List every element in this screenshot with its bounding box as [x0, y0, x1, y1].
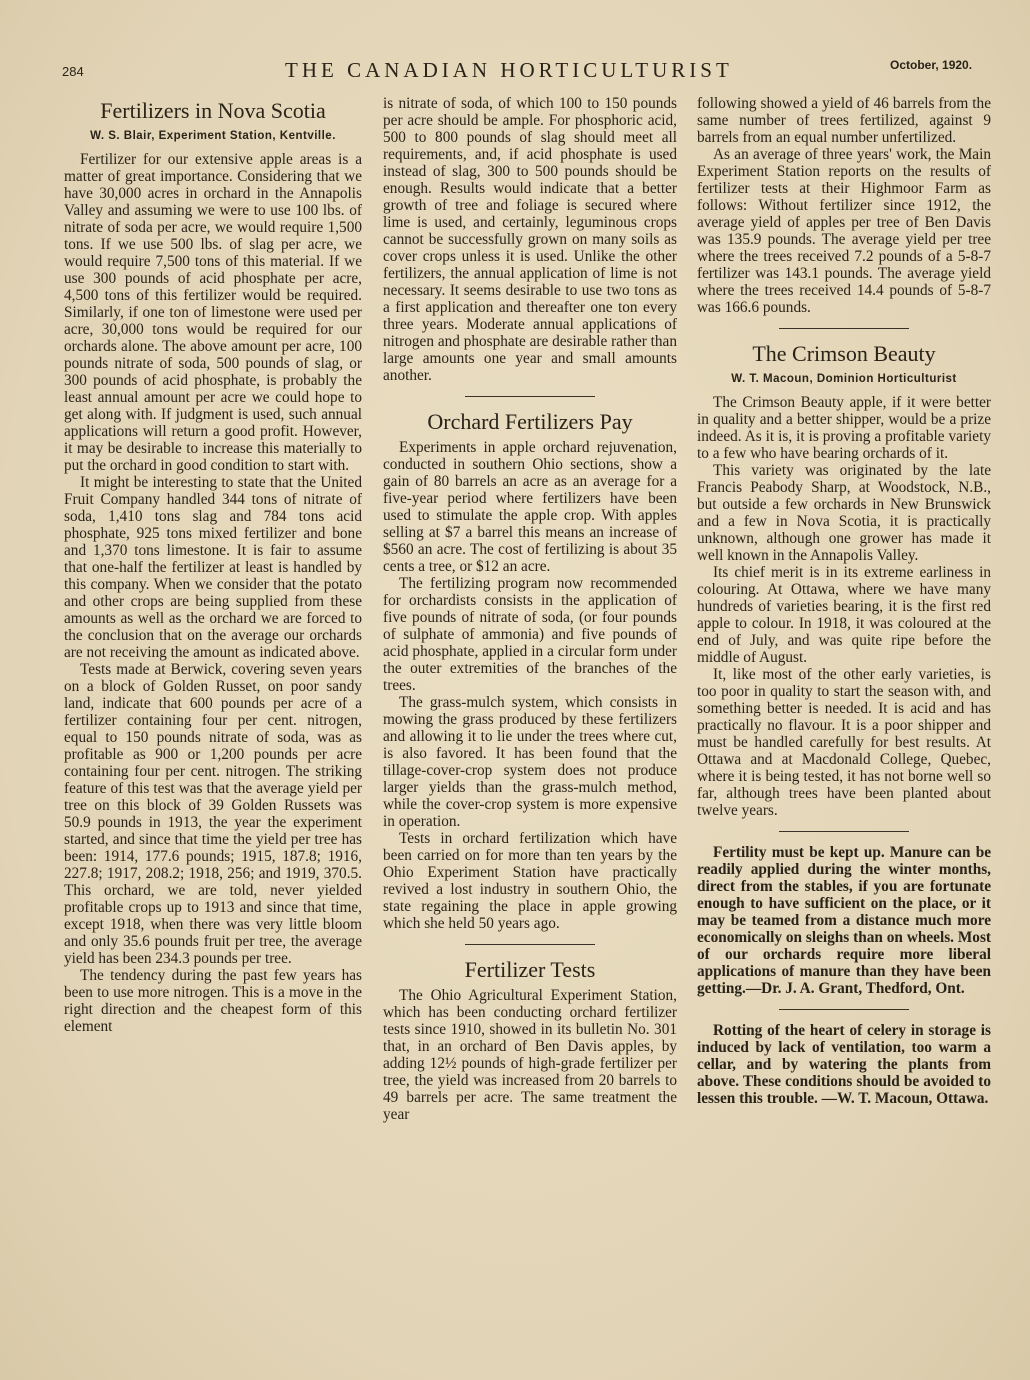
- divider: [779, 831, 909, 832]
- article-paragraph: The grass-mulch system, which consists in mowing the grass produced by these fertilizers and allowing it to lie under the trees where cut, is also favored. It has been found that the tillage-cover-crop system does not produce larger yields than the grass-mulch method, while the cover-crop system is more expensive in operation.: [383, 694, 677, 830]
- page-number: 284: [62, 64, 84, 79]
- article-paragraph: The tendency during the past few years has been to use more nitrogen. This is a move in the right direction and the cheapest form of this element: [64, 967, 362, 1035]
- article-paragraph: The fertilizing program now recommended for orchardists consists in the application of five pounds of nitrate of soda, (or four pounds of sulphate of ammonia) and five pounds of acid phosphate, applied in a circular form under the outer extremities of the branches of the trees.: [383, 575, 677, 694]
- article-paragraph: It might be interesting to state that the United Fruit Company handled 344 tons of nitrate of soda, 1,410 tons slag and 784 tons acid phosphate, 925 tons mixed fertilizer and bone and 1,370 tons limestone. It is fair to assume that one-half the fertilizer at least is handled by this company. When we consider that the potato and other crops are being supplied from these amounts as well as the orchard we are forced to the conclusion that on the average our orchards are not receiving the amount as indicated above.: [64, 474, 362, 661]
- article-paragraph: The Ohio Agricultural Experiment Station, which has been conducting orchard fertilizer tests since 1910, showed in its bulletin No. 301 that, in an orchard of Ben Davis apples, by adding 12½ pounds of high-grade fertilizer per tree, the yield was increased from 20 barrels to 49 barrels per acre. The same treatment the year: [383, 987, 677, 1123]
- article-byline: W. S. Blair, Experiment Station, Kentville.: [90, 130, 336, 142]
- article-paragraph: Experiments in apple orchard rejuvenation, conducted in southern Ohio sections, show a gain of 80 barrels an acre as an average for a five-year period where fertilizers have been used to stimulate the apple crop. With apples selling at $7 a barrel this means an increase of $560 an acre. The cost of fertilizing is about 35 cents a tree, or $12 an acre.: [383, 439, 677, 575]
- divider: [465, 396, 595, 397]
- article-continuation: is nitrate of soda, of which 100 to 150 pounds per acre should be ample. For phosphoric acid, 500 to 800 pounds of slag should meet all requirements, and, if acid phosphate is used instead of slag, 300 to 500 pounds should be enough. Results would indicate that a better growth of tree and foliage is secured where lime is used, and certainly, leguminous crops cannot be successfully grown on many soils as cover crops unless it is used. Unlike the other fertilizers, the annual application of lime is not necessary. It seems desirable to use two tons as a first application and thereafter one ton every three years. Moderate annual applications of nitrogen and phosphate are desirable rather than large amounts one year and small amounts another.: [383, 95, 677, 384]
- issue-date: October, 1920.: [890, 58, 973, 72]
- note-fertility: Fertility must be kept up. Manure can be readily applied during the winter months, direct from the stables, if you are fortunate enough to have sufficient on the place, or it may be teamed from a distance much more economically on sleighs than on wheels. Most of our orchards require more liberal applications of manure than they have been getting.—Dr. J. A. Grant, Thedford, Ont.: [697, 844, 991, 997]
- divider: [465, 944, 595, 945]
- column-1: [64, 94, 362, 1035]
- article-title-fertilizers-nova-scotia: Fertilizers in Nova Scotia: [100, 98, 326, 123]
- publication-title: THE CANADIAN HORTICULTURIST: [285, 58, 733, 82]
- divider: [779, 1009, 909, 1010]
- article-paragraph: The Crimson Beauty apple, if it were better in quality and a better shipper, would be a prize indeed. As it is, it is proving a profitable variety to a few who have bearing orchards of it.: [697, 394, 991, 462]
- article-paragraph: This variety was originated by the late Francis Peabody Sharp, at Woodstock, N.B., but outside a few orchards in New Brunswick and a few in Nova Scotia, it is practically unknown, although one grower has made it well known in the Annapolis Valley.: [697, 462, 991, 564]
- column-3: [697, 95, 991, 1107]
- article-paragraph: Fertilizer for our extensive apple areas is a matter of great importance. Considering that we have 30,000 acres in orchard in the Annapolis Valley and assuming we were to use 100 lbs. of nitrate of soda per acre, we would require 1,500 tons. If we use 500 lbs. of slag per acre, we would require 7,500 tons of this material. If we use 300 pounds of acid phosphate per acre, 4,500 tons of this fertilizer would be required. Similarly, if one ton of limestone were used per acre, 30,000 tons would be required for our orchards alone. The above amount per acre, 100 pounds nitrate of soda, 500 pounds of slag, or 300 pounds of acid phosphate, is probably the least annual amount per acre we could hope to get along with. If judgment is used, such annual applications will return a good profit. However, it may be desirable to increase this materially to put the orchard in good condition to start with.: [64, 151, 362, 474]
- article-title-crimson-beauty: The Crimson Beauty: [752, 341, 936, 366]
- article-paragraph: Its chief merit is in its extreme earliness in colouring. At Ottawa, where we have many hundreds of varieties bearing, it is the first red apple to colour. In 1918, it was coloured at the end of July, and was quite ripe before the middle of August.: [697, 564, 991, 666]
- article-title-orchard-fertilizers-pay: Orchard Fertilizers Pay: [427, 409, 633, 434]
- divider: [779, 328, 909, 329]
- article-paragraph: It, like most of the other early varieties, is too poor in quality to start the season with, and something better is needed. It is acid and has practically no flavour. It is a poor shipper and must be handled carefully for best results. At Ottawa and at Macdonald College, Quebec, where it is being tested, it has not borne well so far, although trees have been planted about twelve years.: [697, 666, 991, 819]
- article-paragraph: As an average of three years' work, the Main Experiment Station reports on the results of fertilizer tests at their Highmoor Farm as follows: Without fertilizer since 1912, the average yield of apples per tree of Ben Davis was 135.9 pounds. The average yield per tree where the trees received 7.2 pounds of a 5-8-7 fertilizer was 143.1 pounds. The average yield where the trees received 14.4 pounds of 5-8-7 was 166.6 pounds.: [697, 146, 991, 316]
- article-title-fertilizer-tests: Fertilizer Tests: [464, 957, 596, 982]
- article-paragraph: Tests made at Berwick, covering seven years on a block of Golden Russet, on poor sandy land, indicate that 600 pounds per acre of a fertilizer containing four per cent. nitrogen, equal to 150 pounds nitrate of soda, was as profitable as 900 or 1,200 pounds per acre containing four per cent. nitrogen. The striking feature of this test was that the average yield per tree on this block of 39 Golden Russets was 50.9 pounds in 1913, the year the experiment started, and since that time the yield per tree has been: 1914, 177.6 pounds; 1915, 187.8; 1916, 227.8; 1917, 208.2; 1918, 256; and 1919, 370.5. This orchard, we are told, never yielded profitable crops up to 1913 and since that time, except 1918, when there was very little bloom and only 35.6 pounds fruit per tree, the average yield has been 234.3 pounds per tree.: [64, 661, 362, 967]
- column-2: [383, 95, 677, 1123]
- article-byline: W. T. Macoun, Dominion Horticulturist: [731, 373, 957, 385]
- page-header: [0, 58, 1030, 88]
- note-celery: Rotting of the heart of celery in storage is induced by lack of ventilation, too warm a cellar, and by watering the plants from above. These conditions should be avoided to lessen this trouble. —W. T. Macoun, Ottawa.: [697, 1022, 991, 1107]
- article-paragraph: Tests in orchard fertilization which have been carried on for more than ten years by the Ohio Experiment Station have practically revived a lost industry in southern Ohio, the state regaining the place in apple growing which she held 50 years ago.: [383, 830, 677, 932]
- article-continuation: following showed a yield of 46 barrels from the same number of trees fertilized, against 9 barrels from an equal number unfertilized.: [697, 95, 991, 146]
